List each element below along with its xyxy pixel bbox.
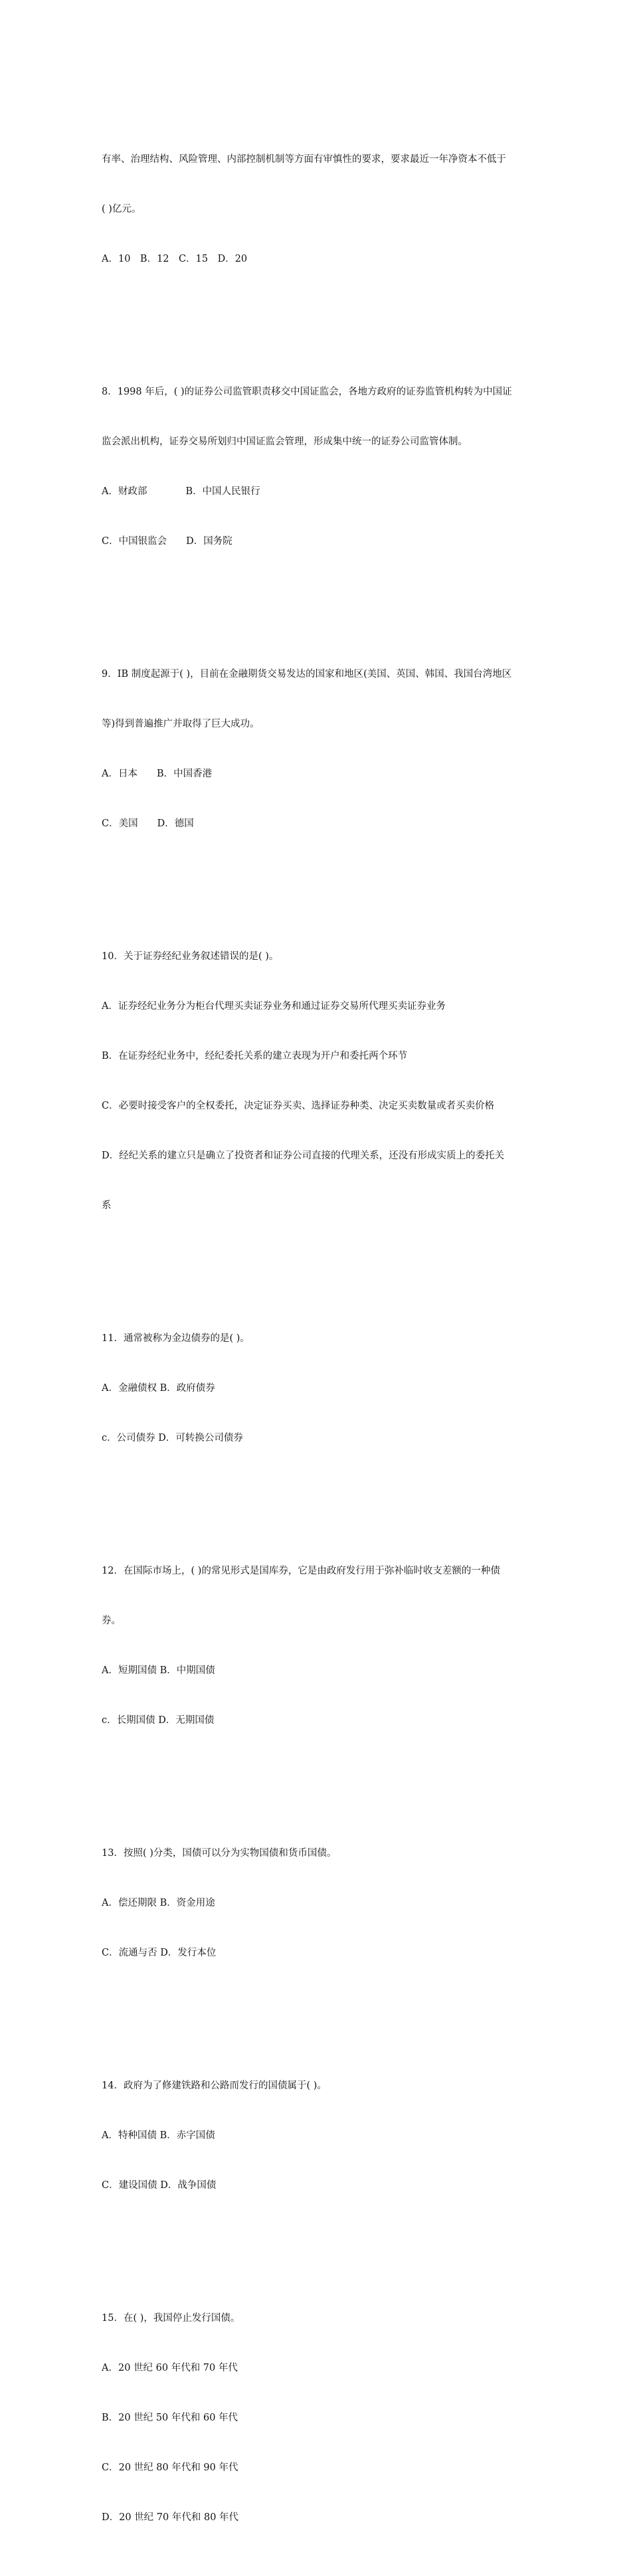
option-line: 系: [102, 1200, 112, 1211]
question-text-line: 等)得到普遍推广并取得了巨大成功。: [102, 719, 260, 729]
option-line: B．20 世纪 50 年代和 60 年代: [102, 2413, 238, 2423]
option-line: A．证券经纪业务分为柜台代理买卖证券业务和通过证券交易所代理买卖证券业务: [102, 1001, 446, 1012]
option-line: C．美国 D．德国: [102, 818, 194, 829]
option-line: C．必要时接受客户的全权委托，决定证券买卖、选择证券种类、决定买卖数量或者买卖价格: [102, 1101, 495, 1111]
question-text-line: 有率、治理结构、风险管理、内部控制机制等方面有审慎性的要求，要求最近一年净资本不低于: [102, 154, 506, 165]
option-line: A．20 世纪 60 年代和 70 年代: [102, 2363, 238, 2373]
option-line: A．短期国债 B．中期国债: [102, 1665, 215, 1676]
option-line: D．20 世纪 70 年代和 80 年代: [102, 2512, 239, 2523]
option-line: A．金融债权 B．政府债券: [102, 1383, 215, 1394]
question-text: 10．关于证券经纪业务叙述错误的是( )。: [102, 951, 279, 962]
option-line: D．经纪关系的建立只是确立了投资者和证券公司直接的代理关系，还没有形成实质上的委托关: [102, 1150, 505, 1161]
option-line: A．特种国债 B．赤字国债: [102, 2130, 215, 2141]
question-text: 15．在( )，我国停止发行国债。: [102, 2313, 240, 2324]
option-line: B．在证券经纪业务中，经纪委托关系的建立表现为开户和委托两个环节: [102, 1051, 408, 1061]
question-text-line: 9．IB 制度起源于( )，目前在金融期货交易发达的国家和地区(美国、英国、韩国、我国台湾地区: [102, 669, 512, 680]
option-line: A．日本 B．中国香港: [102, 769, 213, 779]
question-text: 11．通常被称为金边债券的是( )。: [102, 1333, 250, 1344]
question-text-line: 券。: [102, 1615, 121, 1626]
question-list: [102, 85, 553, 2576]
question-text: 13．按照( )分类，国债可以分为实物国债和货币国债。: [102, 1848, 337, 1859]
question-text-line: 监会派出机构，证券交易所划归中国证监会管理，形成集中统一的证券公司监管体制。: [102, 436, 468, 447]
option-line: C．20 世纪 80 年代和 90 年代: [102, 2462, 238, 2473]
option-line: A．10 B．12 C．15 D．20: [102, 254, 248, 264]
option-line: C．流通与否 D．发行本位: [102, 1948, 217, 1958]
question-text-line: 12．在国际市场上，( )的常见形式是国库券，它是由政府发行用于弥补临时收支差额的一种债: [102, 1566, 500, 1576]
option-line: C．建设国债 D．战争国债: [102, 2180, 217, 2191]
question-text-line: ( )亿元。: [102, 204, 141, 215]
question-text: 14．政府为了修建铁路和公路而发行的国债属于( )。: [102, 2080, 327, 2091]
question-text-line: 8．1998 年后，( )的证券公司监管职责移交中国证监会，各地方政府的证券监管机构转为中国证: [102, 387, 512, 397]
option-line: C．中国银监会 D．国务院: [102, 536, 232, 547]
option-line: A．偿还期限 B．资金用途: [102, 1898, 215, 1908]
option-line: A．财政部 B．中国人民银行: [102, 486, 260, 497]
option-line: c．长期国债 D．无期国债: [102, 1715, 215, 1726]
option-line: c．公司债券 D．可转换公司债券: [102, 1433, 243, 1443]
